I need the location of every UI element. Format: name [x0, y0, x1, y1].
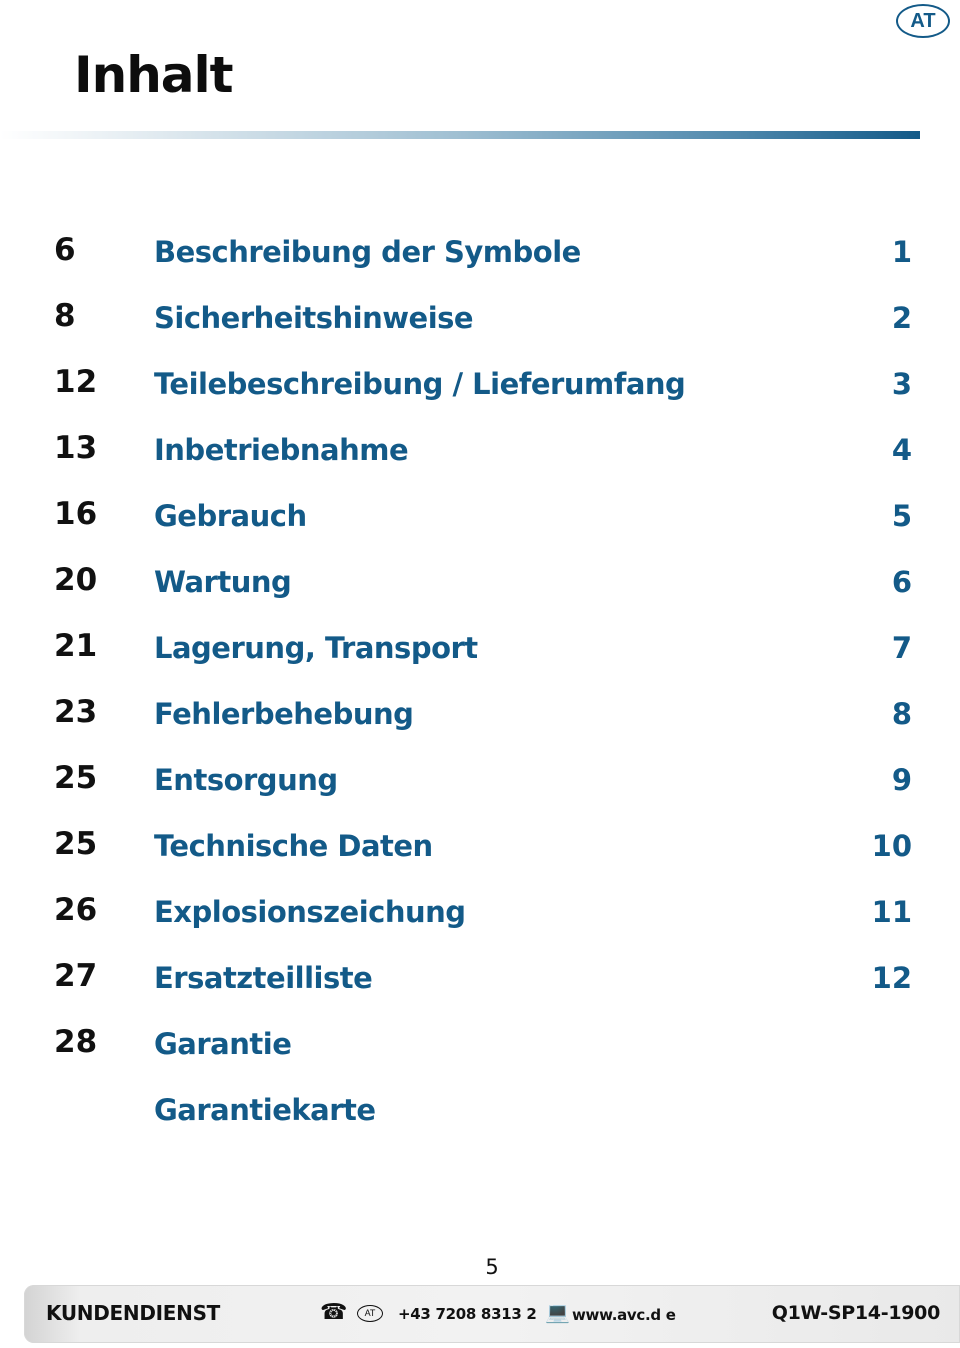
toc-title: Inbetriebnahme — [154, 433, 409, 467]
toc-right-page: 2 — [891, 301, 912, 335]
toc-title: Explosionszeichung — [154, 895, 466, 929]
toc-left-page: 6 — [54, 232, 76, 268]
toc-title: Lagerung, Transport — [154, 631, 478, 665]
toc-title: Wartung — [154, 565, 292, 599]
toc-row — [0, 550, 960, 616]
phone-number: +43 7208 8313 2 — [398, 1305, 537, 1323]
toc-right-page: 9 — [891, 763, 912, 797]
toc-title: Entsorgung — [154, 763, 338, 797]
toc-row — [0, 880, 960, 946]
toc-right-page: 1 — [891, 235, 912, 269]
toc-title: Fehlerbehebung — [154, 697, 414, 731]
toc-left-page: 25 — [54, 826, 98, 862]
toc-left-page: 13 — [54, 430, 98, 466]
toc-left-page: 8 — [54, 298, 76, 334]
toc-right-page: 5 — [891, 499, 912, 533]
page-title: Inhalt — [74, 46, 233, 104]
toc-row — [0, 352, 960, 418]
toc-title: Gebrauch — [154, 499, 307, 533]
toc-row — [0, 946, 960, 1012]
toc-title: Beschreibung der Symbole — [154, 235, 581, 269]
toc-left-page: 21 — [54, 628, 98, 664]
toc-left-page: 12 — [54, 364, 98, 400]
toc-row — [0, 286, 960, 352]
toc-row — [0, 418, 960, 484]
toc-title: Technische Daten — [154, 829, 433, 863]
laptop-icon: 💻 — [545, 1300, 570, 1324]
toc-row — [0, 1012, 960, 1078]
toc-row — [0, 814, 960, 880]
toc-left-page: 20 — [54, 562, 98, 598]
toc-right-page: 12 — [871, 961, 912, 995]
phone-icon: ☎ — [320, 1300, 348, 1325]
toc-left-page: 25 — [54, 760, 98, 796]
service-label: KUNDENDIENST — [46, 1301, 221, 1325]
footer-bar — [24, 1285, 960, 1343]
toc-right-page: 3 — [891, 367, 912, 401]
toc-left-page: 16 — [54, 496, 98, 532]
toc-row — [0, 1078, 960, 1144]
toc-title: Sicherheitshinweise — [154, 301, 474, 335]
toc-left-page: 26 — [54, 892, 98, 928]
table-of-contents — [0, 220, 960, 1144]
toc-row — [0, 220, 960, 286]
country-code-badge: AT — [357, 1305, 383, 1322]
toc-left-page: 28 — [54, 1024, 98, 1060]
toc-row — [0, 748, 960, 814]
toc-title: Ersatzteilliste — [154, 961, 373, 995]
toc-right-page: 10 — [871, 829, 912, 863]
page-number: 5 — [485, 1255, 499, 1279]
toc-right-page: 7 — [891, 631, 912, 665]
toc-row — [0, 484, 960, 550]
model-code: Q1W-SP14-1900 — [771, 1302, 940, 1324]
toc-row — [0, 682, 960, 748]
toc-title: Garantiekarte — [154, 1093, 376, 1127]
title-divider — [0, 131, 920, 139]
toc-right-page: 8 — [891, 697, 912, 731]
toc-right-page: 11 — [871, 895, 912, 929]
country-badge: AT — [896, 4, 950, 38]
toc-right-page: 4 — [891, 433, 912, 467]
toc-left-page: 23 — [54, 694, 98, 730]
toc-title: Teilebeschreibung / Lieferumfang — [154, 367, 686, 401]
toc-title: Garantie — [154, 1027, 292, 1061]
website-link[interactable]: www.avc.d e — [572, 1306, 676, 1324]
toc-left-page: 27 — [54, 958, 98, 994]
toc-right-page: 6 — [891, 565, 912, 599]
toc-row — [0, 616, 960, 682]
